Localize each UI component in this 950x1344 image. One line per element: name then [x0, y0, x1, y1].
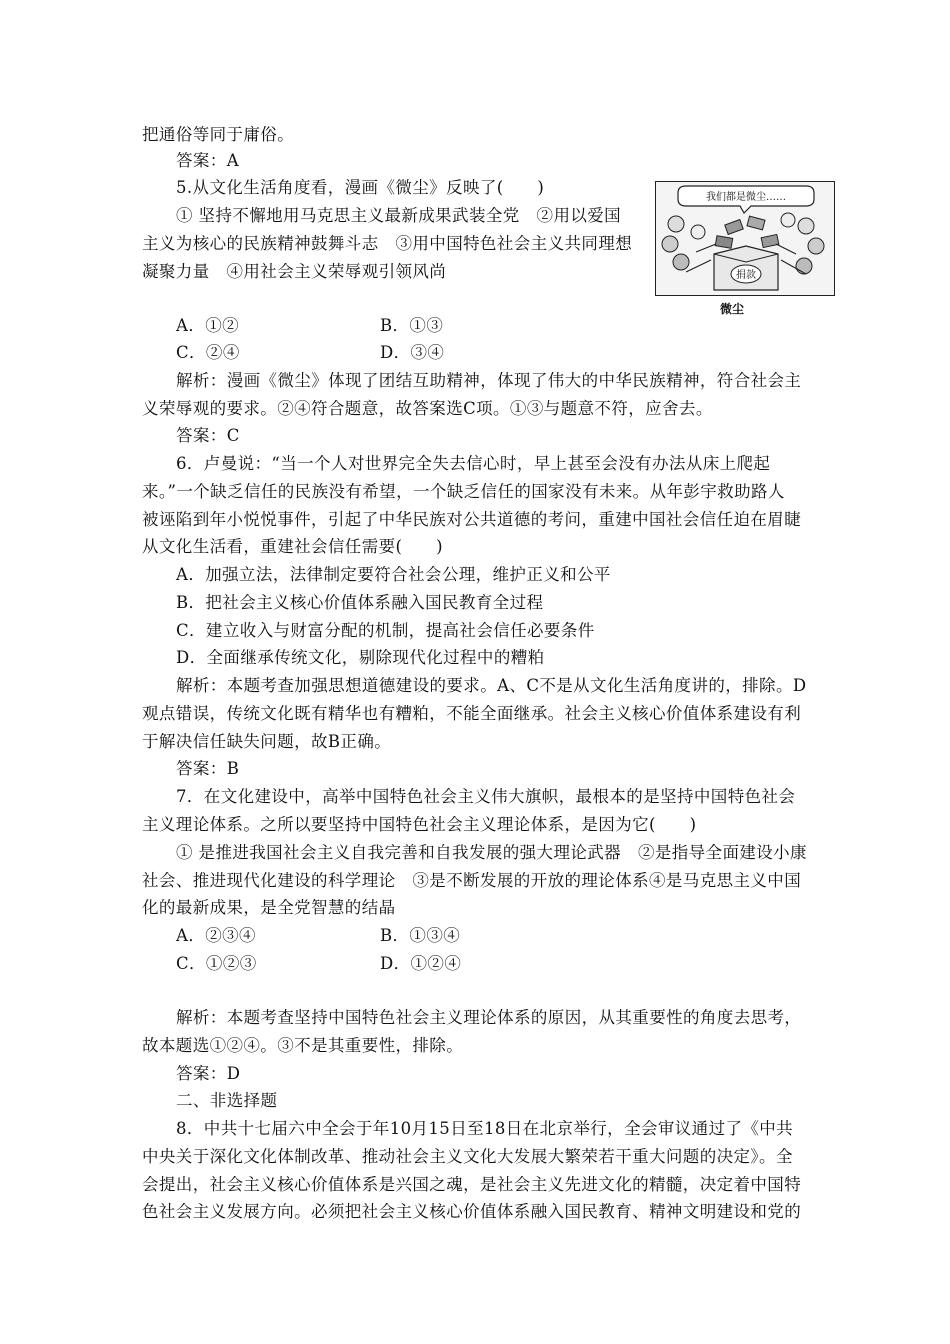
answer-label: 答案：C — [176, 426, 240, 445]
text-line: 社会、推进现代化建设的科学理论 ③是不断发展的开放的理论体系④是马克思主义中国 — [142, 871, 802, 890]
text-line: 中央关于深化文化体制改革、推动社会主义文化大发展大繁荣若干重大问题的决定》。全 — [142, 1147, 793, 1166]
text-line: ① 是推进我国社会主义自我完善和自我发展的强大理论武器 ②是指导全面建设小康 — [176, 843, 807, 862]
analysis-text: 故本题选①②④。③不是其重要性，排除。 — [142, 1036, 464, 1055]
answer-label: 答案：B — [176, 759, 240, 778]
option-a: A．加强立法，法律制定要符合社会公理，维护正义和公平 — [176, 565, 611, 584]
text-line: 来。”一个缺乏信任的民族没有希望，一个缺乏信任的国家没有未来。从年彭宇救助路人 — [142, 482, 785, 501]
text-line: 从文化生活看，重建社会信任需要( ) — [142, 537, 443, 556]
text-line: 主义为核心的民族精神鼓舞斗志 ③用中国特色社会主义共同理想 — [142, 234, 633, 253]
donation-box-label: 捐款 — [736, 270, 756, 281]
text-line: 化的最新成果，是全党智慧的结晶 — [142, 898, 396, 917]
option-b: B．把社会主义核心价值体系融入国民教育全过程 — [176, 593, 544, 612]
option-d: D．全面继承传统文化，剔除现代化过程中的糟粕 — [176, 648, 545, 667]
question-8-stem: 8．中共十七届六中全会于年10月15日至18日在北京举行，全会审议通过了《中共 — [176, 1119, 794, 1138]
question-5-stem: 5.从文化生活角度看，漫画《微尘》反映了( ) — [176, 178, 545, 197]
text-line: 会提出，社会主义核心价值体系是兴国之魂，是社会主义先进文化的精髓，决定着中国特 — [142, 1175, 802, 1194]
option-b: B．①③④ — [380, 926, 461, 945]
analysis-text: 解析：本题考查加强思想道德建设的要求。A、C不是从文化生活角度讲的，排除。D — [176, 676, 807, 695]
question-6-stem: 6．卢曼说：“当一个人对世界完全失去信心时，早上甚至会没有办法从床上爬起 — [176, 454, 771, 473]
option-d: D．①②④ — [380, 954, 462, 973]
option-c: C．建立收入与财富分配的机制，提高社会信任必要条件 — [176, 621, 595, 640]
text-line: 把通俗等同于庸俗。 — [142, 125, 295, 144]
question-7-stem: 7．在文化建设中，高举中国特色社会主义伟大旗帜，最根本的是坚持中国特色社会 — [176, 787, 796, 806]
option-b: B．①③ — [380, 316, 444, 335]
text-line: 被诬陷到年小悦悦事件，引起了中华民族对公共道德的考问，重建中国社会信任迫在眉睫 — [142, 510, 802, 529]
option-c: C．①②③ — [176, 954, 257, 973]
analysis-text: 解析：本题考查坚持中国特色社会主义理论体系的原因，从其重要性的角度去思考， — [176, 1008, 802, 1027]
option-d: D．③④ — [380, 343, 445, 362]
cartoon-drawing — [656, 182, 834, 295]
analysis-text: 于解决信任缺失问题，故B正确。 — [142, 732, 392, 751]
cartoon-caption: 微尘 — [720, 302, 745, 316]
option-c: C．②④ — [176, 343, 240, 362]
text-line: 色社会主义发展方向。必须把社会主义核心价值体系融入国民教育、精神文明建设和党的 — [142, 1202, 802, 1221]
cartoon-image — [655, 181, 835, 296]
answer-label: 答案：D — [176, 1064, 241, 1083]
analysis-text: 观点错误，传统文化既有精华也有糟粕，不能全面继承。社会主义核心价值体系建设有利 — [142, 704, 802, 723]
section-heading: 二、非选择题 — [176, 1091, 278, 1110]
text-line: 凝聚力量 ④用社会主义荣辱观引领风尚 — [142, 262, 447, 281]
text-line: 主义理论体系。之所以要坚持中国特色社会主义理论体系，是因为它( ) — [142, 815, 697, 834]
answer-label: 答案：A — [176, 151, 240, 170]
speech-bubble-text: 我们都是微尘…… — [706, 192, 786, 203]
analysis-text: 义荣辱观的要求。②④符合题意，故答案选C项。①③与题意不符，应舍去。 — [142, 399, 713, 418]
analysis-text: 解析：漫画《微尘》体现了团结互助精神，体现了伟大的中华民族精神，符合社会主 — [176, 371, 802, 390]
text-line: ① 坚持不懈地用马克思主义最新成果武装全党 ②用以爱国 — [176, 206, 622, 225]
option-a: A．①② — [176, 316, 240, 335]
option-a: A．②③④ — [176, 926, 256, 945]
